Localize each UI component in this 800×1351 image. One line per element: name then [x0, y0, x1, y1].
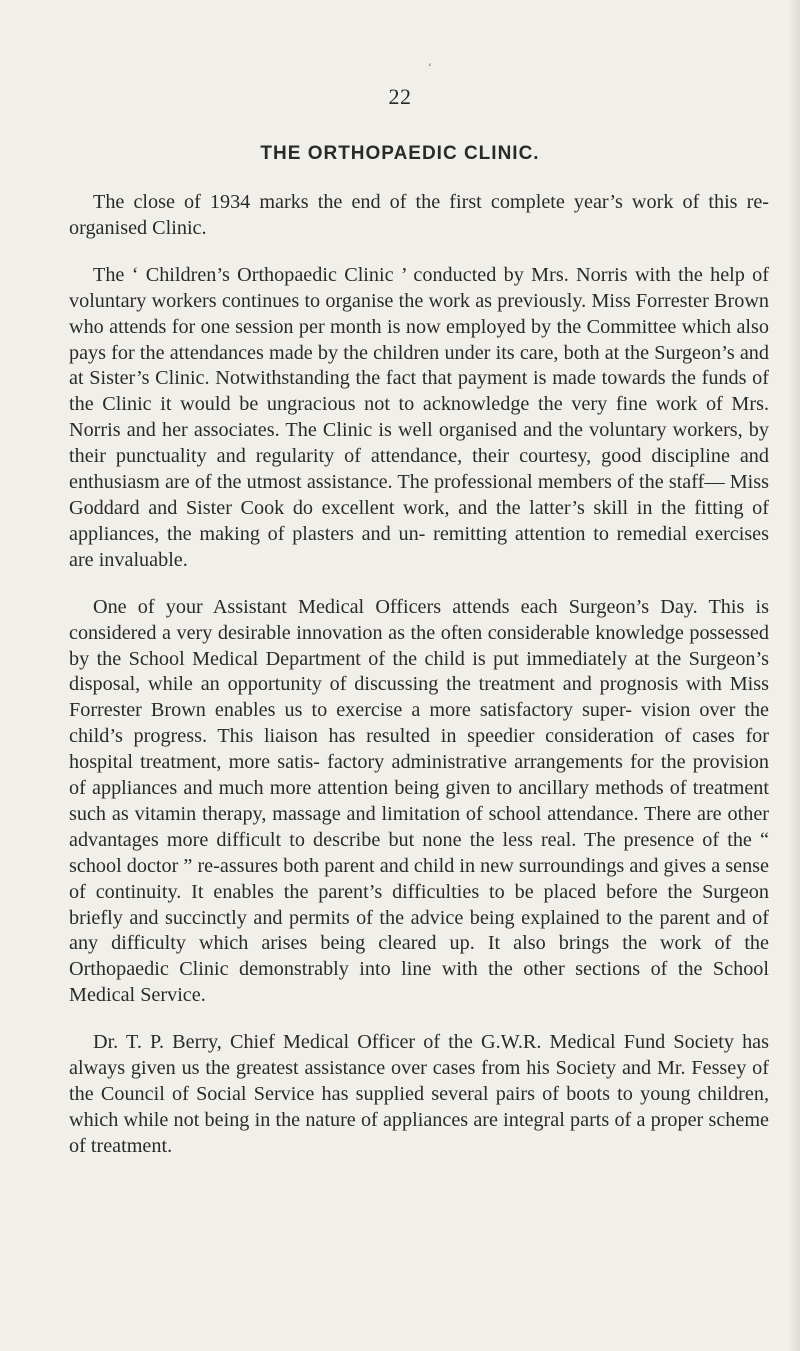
body-text: [69, 190, 769, 1181]
page-edge-shadow: [788, 0, 800, 1351]
paragraph-acknowledgements: Dr. T. P. Berry, Chief Medical Officer of the G.W.R. Medical Fund Society has always given us the greatest assistance over cases from his Society and Mr. Fessey of the Council of Social Service has supplied several pairs of boots to young children, which while not being in the nature of appliances are integral parts of a proper scheme of treatment.: [69, 1031, 769, 1157]
stray-mark: ‘: [428, 60, 432, 74]
paragraph-childrens-clinic: The ‘ Children’s Orthopaedic Clinic ’ conducted by Mrs. Norris with the help of voluntary workers continues to organise the work as previously. Miss Forrester Brown who attends for one session per month is now employed by the Committee which also pays for the attendances made by the children under its care, both at the Surgeon’s and at Sister’s Clinic. Notwithstanding the fact that payment is made towards the funds of the Clinic it would be ungracious not to acknowledge the very fine work of Mrs. Norris and her associates. The Clinic is well organised and the voluntary workers, by their punctuality and regularity of attendance, their courtesy, good discipline and enthusiasm are of the utmost assistance. The professional members of the staff— Miss Goddard and Sister Cook do excellent work, and the latter’s skill in the fitting of appliances, the making of plasters and un- remitting attention to remedial exercises are invaluable.: [69, 263, 769, 571]
page-title: THE ORTHOPAEDIC CLINIC.: [260, 143, 540, 164]
page-number: 22: [388, 84, 412, 109]
paragraph-intro: The close of 1934 marks the end of the first complete year’s work of this re-organised Clinic.: [69, 191, 769, 239]
paragraph-assistant-officers: One of your Assistant Medical Officers attends each Surgeon’s Day. This is considered a very desirable innovation as the often considerable knowledge possessed by the School Medical Department of the child is put immediately at the Surgeon’s disposal, while an opportunity of discussing the treatment and prognosis with Miss Forrester Brown enables us to exercise a more satisfactory super- vision over the child’s progress. This liaison has resulted in speedier consideration of cases for hospital treatment, more satis- factory administrative arrangements for the provision of appliances and much more attention being given to ancillary methods of treatment such as vitamin therapy, massage and limitation of school attendance. There are other advantages more difficult to describe but none the less real. The presence of the “ school doctor ” re-assures both parent and child in new surroundings and gives a sense of continuity. It enables the parent’s difficulties to be placed before the Surgeon briefly and succinctly and permits of the advice being explained to the parent and of any difficulty which arises being cleared up. It also brings the work of the Orthopaedic Clinic demonstrably into line with the other sections of the School Medical Service.: [69, 595, 769, 1007]
